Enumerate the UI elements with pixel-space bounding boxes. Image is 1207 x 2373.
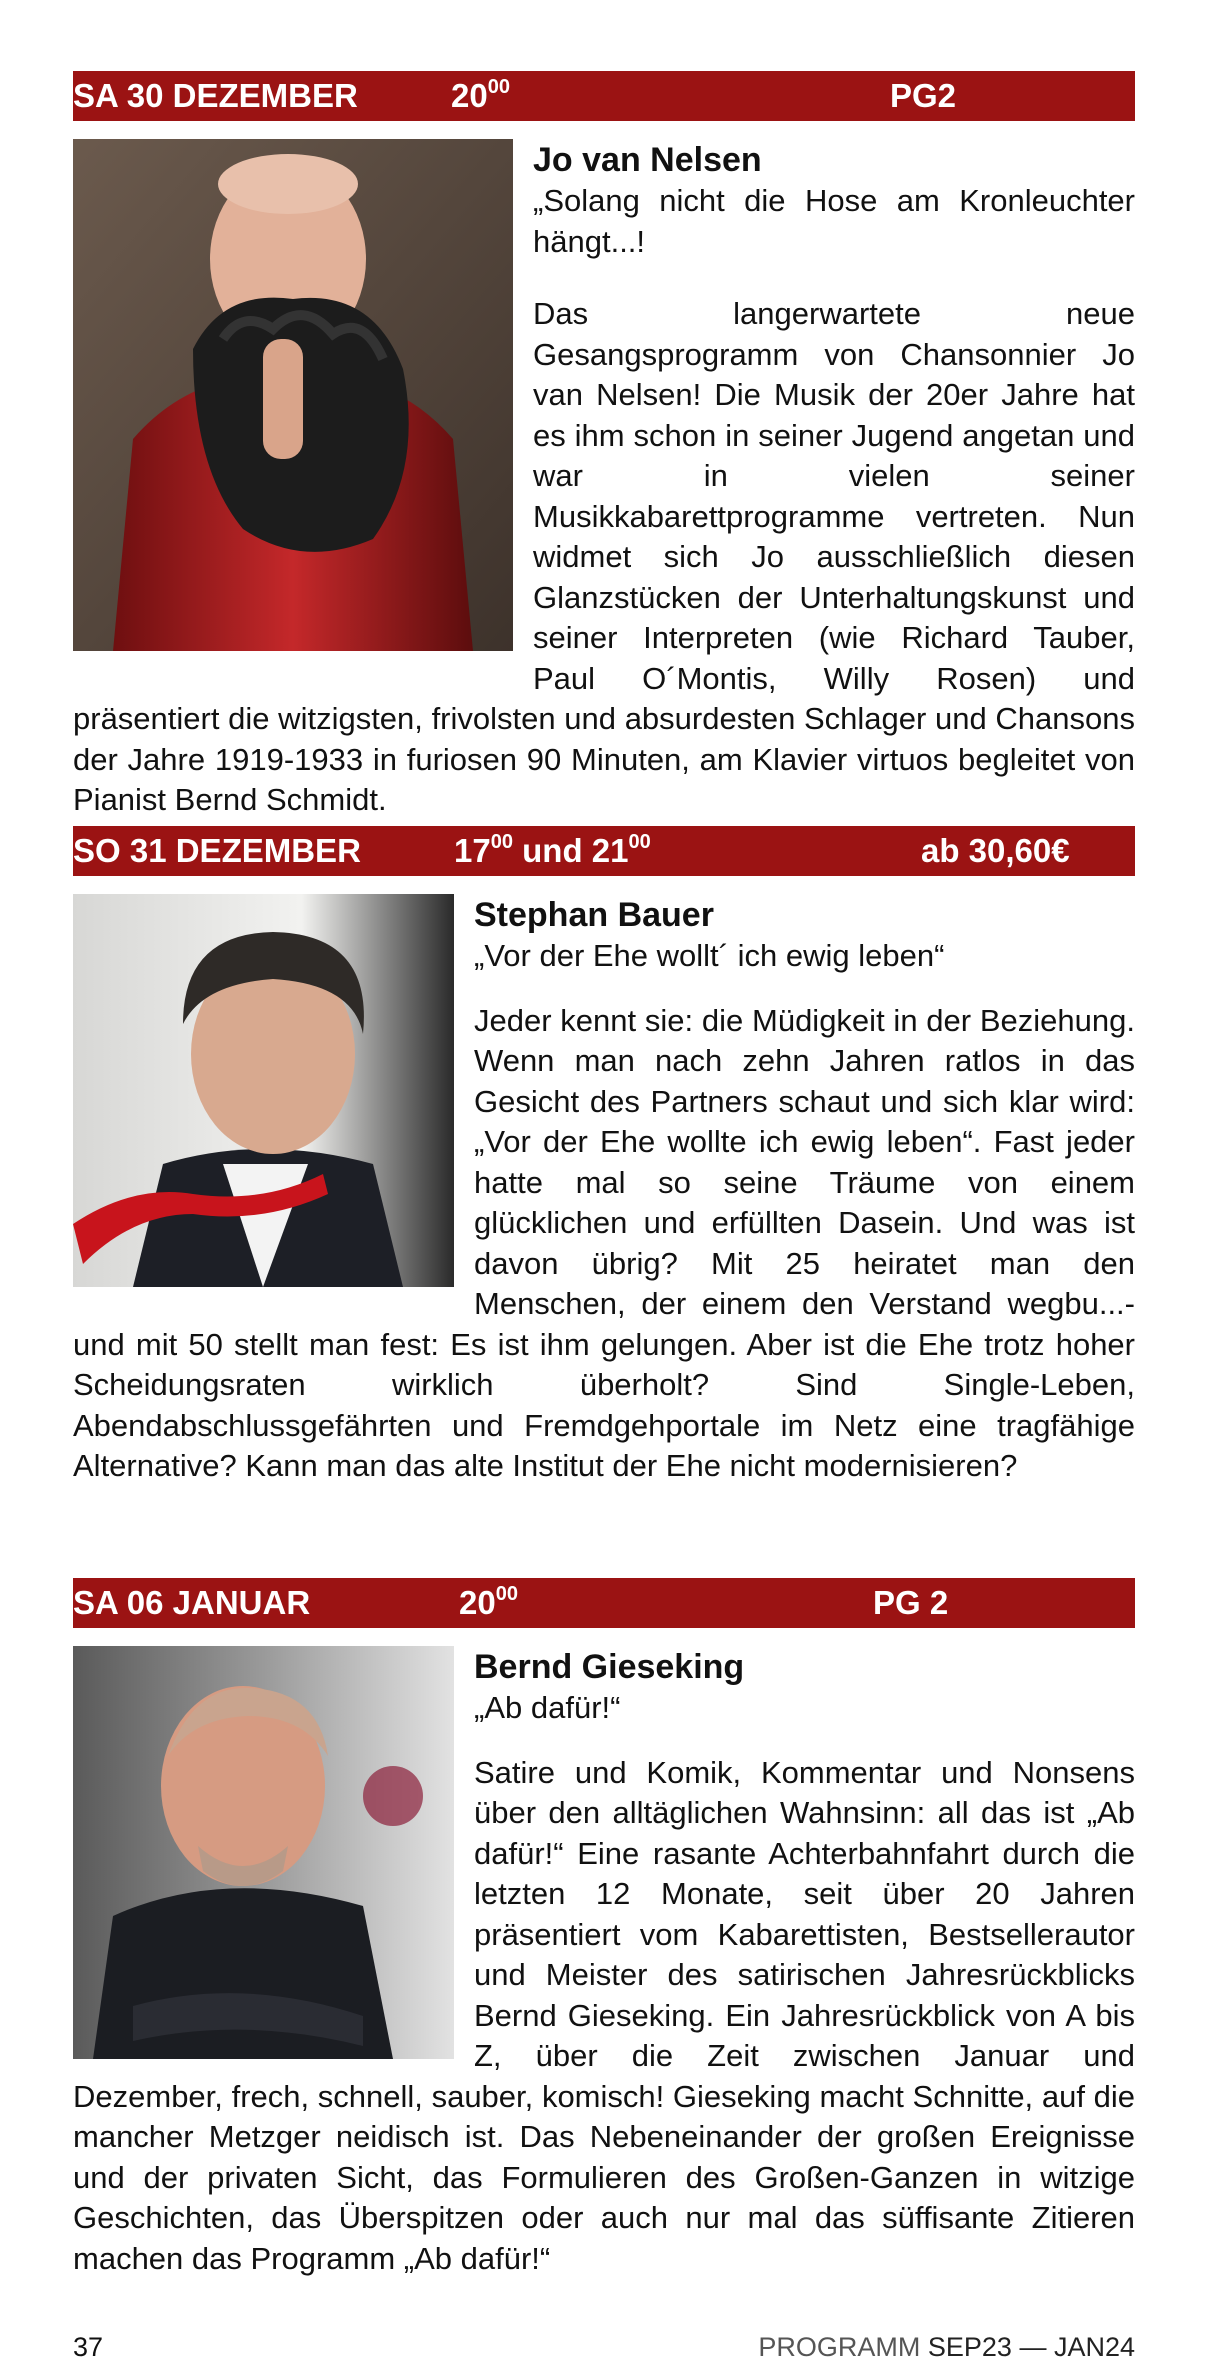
program-title: „Ab dafür!“: [474, 1690, 621, 1725]
program-title: „Solang nicht die Hose am Kronleuchter hängt...!: [533, 183, 1135, 259]
event-time: [454, 826, 651, 881]
event-time: [451, 71, 510, 126]
performer-photo: [73, 894, 454, 1287]
event-date: SA 30 DEZEMBER: [73, 77, 358, 114]
program-range: SEP23 — JAN24: [927, 2332, 1135, 2362]
time-join: und: [522, 832, 583, 869]
performer-name: Jo van Nelsen: [533, 141, 762, 179]
event-info: ab 30,60€: [921, 832, 1070, 869]
time-hour: 20: [459, 1584, 496, 1621]
event-header-bar: [73, 71, 1135, 121]
performer-name: Stephan Bauer: [474, 896, 714, 934]
performer-photo: [73, 1646, 454, 2059]
event-date: SO 31 DEZEMBER: [73, 832, 361, 869]
event-card: [73, 826, 1135, 1487]
event-description: Das langerwartete neue Gesangsprogramm von Chansonnier Jo van Nelsen! Die Musik der 20er Jahre hat es ihm schon in seiner Jugend angetan und war in vielen seiner Musikkabarettprogramme vertreten. Nun widmet sich Jo ausschließlich diesen Glanzstücken der Unterhaltungskunst und seiner Interpreten (wie Richard Tauber, Paul O´Montis, Willy Rosen) und präsentiert die witzigsten, frivolsten und absurdesten Schlager und Chansons der Jahre 1919-1933 in furiosen 90 Minuten, am Klavier virtuos begleitet von Pianist Bernd Schmidt.: [73, 296, 1135, 817]
program-label: PROGRAMM: [758, 2332, 921, 2362]
time-minutes: 00: [628, 831, 651, 853]
event-card: [73, 71, 1135, 821]
event-description: Satire und Komik, Kommentar und Nonsens über den alltäglichen Wahnsinn: all das ist „Ab dafür!“ Eine rasante Achterbahnfahrt durch die letzten 12 Monate, seit über 20 Jahren präsentiert vom Kabarettisten, Bestsellerautor und Meister des satirischen Jahresrückblicks Bernd Gieseking. Ein Jahresrückblick von A bis Z, über die Zeit zwischen Januar und Dezember, frech, schnell, sauber, komisch! Gieseking macht Schnitte, auf die mancher Metzger neidisch ist. Das Nebeneinander der großen Ereignisse und der privaten Sicht, das Formulieren des Großen-Ganzen in witzige Geschichten, das Überspitzen oder auch nur mal das süffisante Zitieren machen das Programm „Ab dafür!“: [73, 1754, 1135, 2276]
time-hour: 21: [591, 832, 629, 869]
program-title: „Vor der Ehe wollt´ ich ewig leben“: [474, 938, 945, 973]
event-header-bar: [73, 1578, 1135, 1628]
program-footer: [758, 2332, 1135, 2363]
event-time: [459, 1578, 518, 1633]
page-number: 37: [73, 2332, 104, 2362]
time-minutes: 00: [490, 831, 513, 853]
event-date: SA 06 JANUAR: [73, 1584, 311, 1621]
event-info: PG2: [890, 77, 957, 114]
performer-name: Bernd Gieseking: [474, 1648, 745, 1686]
event-card: [73, 1578, 1135, 2279]
event-info: PG 2: [873, 1584, 949, 1621]
time-minutes: 00: [495, 1583, 518, 1605]
event-header-bar: [73, 826, 1135, 876]
time-hour: 17: [454, 832, 491, 869]
time-minutes: 00: [487, 76, 510, 98]
time-hour: 20: [451, 77, 488, 114]
event-description: Jeder kennt sie: die Müdigkeit in der Beziehung. Wenn man nach zehn Jahren ratlos in das Gesicht des Partners schaut und sich klar wird: „Vor der Ehe wollte ich ewig leben“. Fast jeder hatte mal so seine Träume von einem glücklichen und erfüllten Dasein. Und was ist davon übrig? Mit 25 heiratet man den Menschen, der einem den Verstand wegbu...-und mit 50 stellt man fest: Es ist ihm gelungen. Aber ist die Ehe trotz hoher Scheidungsraten wirklich überholt? Sind Single-Leben, Abendabschlussgefährten und Fremdgehportale im Netz eine tragfähige Alternative? Kann man das alte Institut der Ehe nicht modernisieren?: [73, 1002, 1135, 1483]
performer-photo: [73, 139, 513, 651]
